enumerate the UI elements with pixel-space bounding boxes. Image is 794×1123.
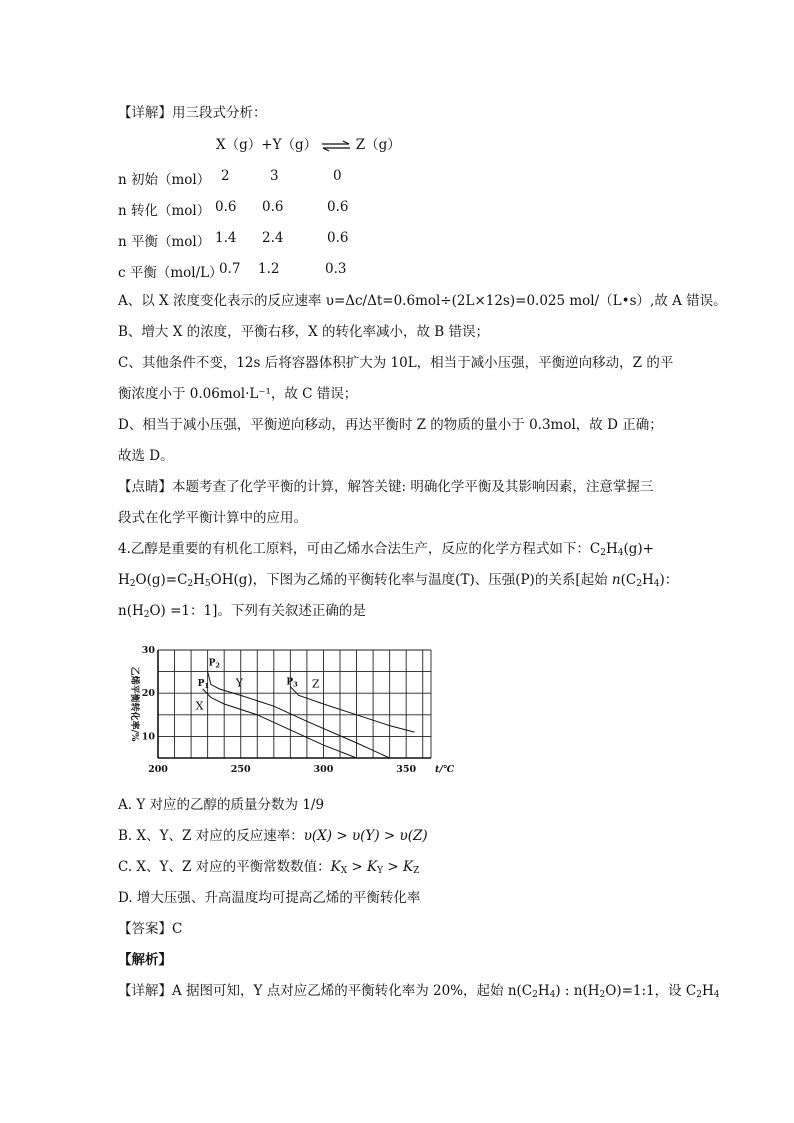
detail-text: 【详解】A 据图可知，Y 点对应乙烯的平衡转化率为 20%，起始 n(C [118,983,533,999]
detail-text: O)=1:1，设 C [605,983,697,999]
conversion-chart [118,636,455,776]
option-expression: K [330,859,341,875]
subscript: 2 [143,610,150,620]
parse-header: 【解析】 [118,952,172,968]
curve-label: Z [311,677,320,691]
series-line-p1 [203,689,357,758]
table-cell: 1.4 [215,230,237,246]
option-expression: K [403,859,414,875]
table-cell: 3 [270,168,279,184]
option-b [118,827,428,845]
table-cell: 1.2 [258,261,280,277]
x-tick-label: 200 [148,764,168,775]
option-expression: υ(X) > υ(Y) > υ(Z) [303,828,428,844]
question-text: OH(g)，下图为乙烯的平衡转化率与温度(T)、压强(P)的关系[起始 [210,572,608,588]
subscript: 2 [187,579,194,589]
subscript: 4 [653,579,660,589]
subscript: Y [377,866,384,876]
y-axis-label: 乙烯平衡转化率/% [129,666,139,742]
comment-line1: 【点睛】本题考查了化学平衡的计算，解答关键: 明确化学平衡及其影响因素，注意掌握三 [118,479,654,495]
curve-label-subscript: 2 [215,661,220,670]
subscript: 2 [599,990,606,1000]
chart-annotations [196,658,320,712]
option-expression: > [347,859,368,875]
subscript: 2 [600,548,606,558]
subscript: 2 [129,579,136,589]
analysis-d: D、相当于减小压强，平衡逆向移动，再达平衡时 Z 的物质的量小于 0.3mol，故 D 正确； [118,417,663,433]
equilibrium-arrow-icon [321,140,351,152]
question-text: 4.乙醇是重要的有机化工原料，可由乙烯水合法生产，反应的化学方程式如下：C [118,541,601,557]
table-row-label: n 平衡（mol） [118,234,211,250]
reaction-equation [216,136,401,154]
table-cell: 2 [221,168,230,184]
question-text: O(g)=C [135,572,188,588]
equation-right: Z（g） [355,137,401,153]
table-cell: 0.6 [215,199,237,215]
option-text: B. X、Y、Z 对应的反应速率： [118,828,304,844]
table-cell: 2.4 [262,230,284,246]
curve-label: X [195,699,204,713]
analysis-a: A、以 X 浓度变化表示的反应速率 υ=Δc/Δt=0.6mol÷(2L×12s)=0.025 mol/（L•s）,故 A 错误。 [118,293,727,309]
table-row-label: n 初始（mol） [118,172,211,188]
question-text: H [193,572,205,588]
table-cell: 0.6 [327,230,349,246]
option-d: D. 增大压强、升高温度均可提高乙烯的平衡转化率 [118,890,421,906]
subscript: 2 [636,579,642,589]
question-text: (C [620,572,637,588]
curve-label: $P_1$ [197,678,209,690]
question-line1 [118,540,654,558]
analysis-c-line1: C、其他条件不变，12s 后将容器体积扩大为 10L，相当于减小压强，平衡逆向移动，Z 的平 [118,355,674,371]
table-cell: 0.6 [327,199,349,215]
subscript: 2 [696,990,702,1000]
question-text: H [641,572,654,588]
analysis-c-line2: 衡浓度小于 0.06mol·L⁻¹，故 C 错误； [118,386,358,402]
equation-left: X（g）+Y（g） [216,137,318,153]
curve-label: Y [235,676,244,690]
table-cell: 0.6 [262,199,284,215]
y-tick-label: 20 [141,688,155,700]
option-expression: > [383,859,403,875]
table-cell: 0 [333,168,342,184]
table-row-label: n 转化（mol） [118,203,211,219]
y-tick-label: 10 [141,731,155,743]
option-c [118,858,419,876]
subscript: 4 [549,990,556,1000]
curve-label: $P_2$ [208,658,220,670]
question-line2 [118,571,678,589]
table-cell: 0.7 [219,261,241,277]
x-tick-label: 250 [230,764,251,775]
analysis-b: B、增大 X 的浓度，平衡右移，X 的转化率减小，故 B 错误； [118,324,490,340]
table-row-label: c 平衡（mol/L） [118,265,223,281]
question-text: n(H [118,603,144,619]
question-line3 [118,602,366,620]
choose-answer: 故选 D。 [118,448,174,464]
detail2-line [118,982,720,1000]
option-a: A. Y 对应的乙醇的质量分数为 1/9 [118,797,325,813]
subscript: 4 [713,990,720,1000]
subscript: X [340,866,348,876]
option-text: C. X、Y、Z 对应的平衡常数数值： [118,859,331,875]
question-text: H [605,541,618,557]
subscript: 5 [204,579,211,589]
detail-text: ) : n(H [555,983,600,999]
x-axis-label: t/℃ [435,764,455,775]
y-tick-label: 30 [141,645,155,656]
table-cell: 0.3 [325,261,347,277]
comment-line2: 段式在化学平衡计算中的应用。 [118,510,307,526]
question-text: O) =1：1]。下列有关叙述正确的是 [149,603,366,619]
question-text: H [118,572,130,588]
x-tick-label: 300 [313,764,334,775]
question-text: )： [659,572,679,588]
subscript: 2 [532,990,538,1000]
answer: 【答案】C [118,921,183,937]
subscript: 4 [617,548,624,558]
question-text: (g)+ [623,541,654,557]
option-expression: K [367,859,378,875]
curve-label-subscript: 3 [293,680,298,689]
detail-text: H [537,983,550,999]
subscript: Z [413,866,420,876]
detail-header: 【详解】用三段式分析： [118,105,267,121]
detail-text: H [701,983,714,999]
x-tick-label: 350 [396,764,417,775]
curve-label: $P_3$ [286,677,298,689]
question-text: n [611,572,621,588]
curve-label-subscript: 1 [204,681,209,690]
